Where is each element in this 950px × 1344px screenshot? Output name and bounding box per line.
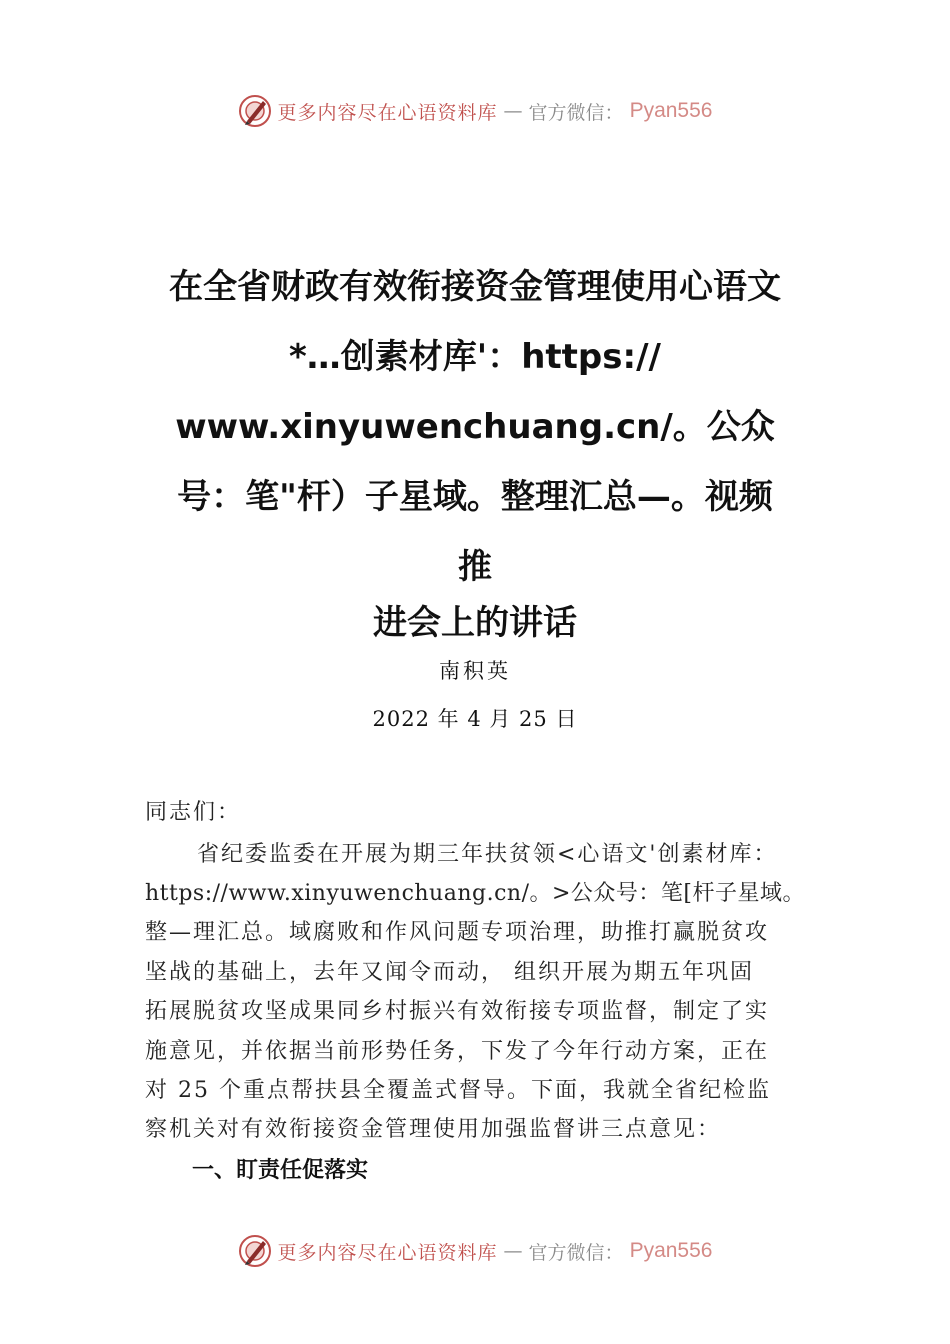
body-line: 坚战的基础上，去年又闻令而动， 组织开展为期五年巩固	[145, 960, 754, 985]
banner-text: 更多内容尽在心语资料库	[277, 1241, 498, 1264]
section-heading: 一、盯责任促落实	[192, 1158, 369, 1183]
banner-wechat-label: 官方微信：	[528, 101, 624, 124]
title-line: 在全省财政有效衔接资金管理使用心语文	[169, 267, 781, 307]
pen-seal-icon	[238, 1234, 272, 1268]
banner-separator: —	[503, 100, 523, 122]
body-line: 对 25 个重点帮扶县全覆盖式督导。下面，我就全省纪检监	[145, 1078, 771, 1103]
author-name: 南积英	[439, 659, 511, 683]
title-line: *…创素材库'：https://	[289, 337, 661, 377]
title-line: www.xinyuwenchuang.cn/。公众	[175, 407, 775, 447]
speech-date: 2022 年 4 月 25 日	[372, 707, 578, 731]
document-title	[150, 252, 800, 602]
header-banner	[0, 94, 950, 128]
banner-separator: —	[503, 1240, 523, 1262]
body-line: 省纪委监委在开展为期三年扶贫领<心语文'创素材库：	[197, 842, 778, 867]
banner-wechat-id: Pyan556	[629, 99, 713, 122]
footer-banner	[0, 1234, 950, 1268]
title-line: 号：笔"杆）子星域。整理汇总—。视频	[177, 477, 773, 517]
banner-text: 更多内容尽在心语资料库	[277, 101, 498, 124]
title-continuation: 进会上的讲话	[373, 603, 577, 643]
banner-wechat-id: Pyan556	[629, 1239, 713, 1262]
body-line: 施意见，并依据当前形势任务，下发了今年行动方案，正在	[145, 1039, 770, 1064]
salutation: 同志们：	[145, 800, 242, 825]
body-line: 拓展脱贫攻坚成果同乡村振兴有效衔接专项监督，制定了实	[145, 999, 770, 1024]
pen-seal-icon	[238, 94, 272, 128]
banner-wechat-label: 官方微信：	[528, 1241, 624, 1264]
body-line: https://www.xinyuwenchuang.cn/。>公众号：笔[杆子星域。	[145, 881, 806, 906]
title-line: 推	[458, 547, 492, 587]
body-line: 察机关对有效衔接资金管理使用加强监督讲三点意见：	[145, 1117, 722, 1142]
body-line: 整—理汇总。域腐败和作风问题专项治理，助推打赢脱贫攻	[145, 920, 770, 945]
